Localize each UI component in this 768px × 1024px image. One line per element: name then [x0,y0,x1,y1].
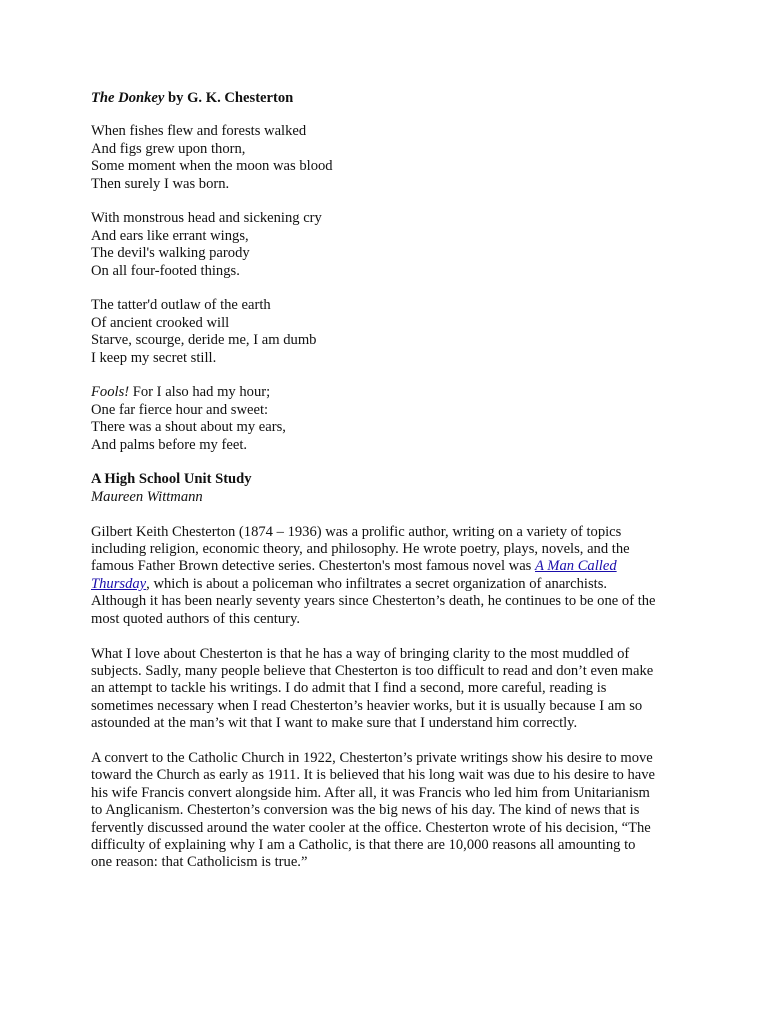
document-page [91,90,691,889]
paragraph-line: toward the Church as early as 1911. It is believed that his long wait was due to his desire to have [91,767,656,784]
paragraph-line: his wife Francis convert alongside him. After all, it was Francis who led him from Unitarianism [91,784,650,801]
poem-line: And figs grew upon thorn, [91,140,246,157]
paragraph-text: , which is about a policeman who infiltrates a secret organization of anarchists. [146,575,608,592]
poem-line: And ears like errant wings, [91,227,249,244]
poem-line-rest: For I also had my hour; [129,384,271,401]
poem-line: The devil's walking parody [91,245,250,262]
poem-emphasis: Fools! [91,384,130,401]
paragraph-line: including religion, economic theory, and philosophy. He wrote poetry, plays, novels, and the [91,541,630,558]
poem-line [91,384,691,401]
paragraph-line: sometimes necessary when I read Chesterton’s heavier works, but it is usually because I am so [91,697,643,714]
poem-line: The tatter'd outlaw of the earth [91,297,271,314]
paragraph-line: A convert to the Catholic Church in 1922, Chesterton’s private writings show his desire to move [91,749,653,766]
poem-line: When fishes flew and forests walked [91,123,307,140]
poem-stanza-4 [91,384,691,454]
poem-title [91,90,691,107]
book-link-thursday[interactable]: Thursday [91,575,147,592]
paragraph-line: astounded at the man’s wit that I want to make sure that I understand him correctly. [91,715,578,732]
poem-line: On all four-footed things. [91,262,240,279]
poem-line: Of ancient crooked will [91,314,230,331]
study-heading: A High School Unit Study [91,471,252,488]
poem-line: I keep my secret still. [91,349,217,366]
paragraph-line: What I love about Chesterton is that he has a way of bringing clarity to the most muddled of [91,645,630,662]
poem-line: There was a shout about my ears, [91,419,286,436]
poem-stanza-3 [91,297,691,367]
poem-line: Some moment when the moon was blood [91,158,333,175]
poem-line: Starve, scourge, deride me, I am dumb [91,332,317,349]
poem-stanza-1 [91,123,691,193]
paragraph-biography [91,524,691,628]
paragraph-line: fervently discussed around the water cooler at the office. Chesterton wrote of his decision, “The [91,819,651,836]
paragraph-line: to Anglicanism. Chesterton’s conversion was the big news of his day. The kind of news that is [91,802,640,819]
paragraph-clarity [91,646,691,733]
poem-title-work: The Donkey [91,90,165,106]
paragraph-line: Gilbert Keith Chesterton (1874 – 1936) was a prolific author, writing on a variety of topics [91,523,622,540]
poem-line: Then surely I was born. [91,175,230,192]
paragraph-line: subjects. Sadly, many people believe that Chesterton is too difficult to read and don’t even make [91,662,654,679]
paragraph-line: difficulty of explaining why I am a Catholic, is that there are 10,000 reasons all amounting to [91,836,636,853]
poem-stanza-2 [91,210,691,280]
poem-title-author: by G. K. Chesterton [164,90,294,106]
paragraph-line: most quoted authors of this century. [91,610,301,627]
paragraph-conversion [91,750,691,872]
book-link-a-man-called-thursday[interactable]: A Man Called [535,558,617,575]
study-author: Maureen Wittmann [91,488,203,505]
poem-line: One far fierce hour and sweet: [91,401,269,418]
paragraph-line: Although it has been nearly seventy years since Chesterton’s death, he continues to be one of the [91,593,656,610]
paragraph-text: famous Father Brown detective series. Chesterton's most famous novel was [91,558,535,575]
paragraph-line: one reason: that Catholicism is true.” [91,854,308,871]
paragraph-line [91,576,691,593]
paragraph-line: an attempt to tackle his writings. I do admit that I find a second, more careful, reading is [91,680,607,697]
poem-line: And palms before my feet. [91,436,248,453]
paragraph-line [91,558,691,575]
poem-line: With monstrous head and sickening cry [91,210,322,227]
